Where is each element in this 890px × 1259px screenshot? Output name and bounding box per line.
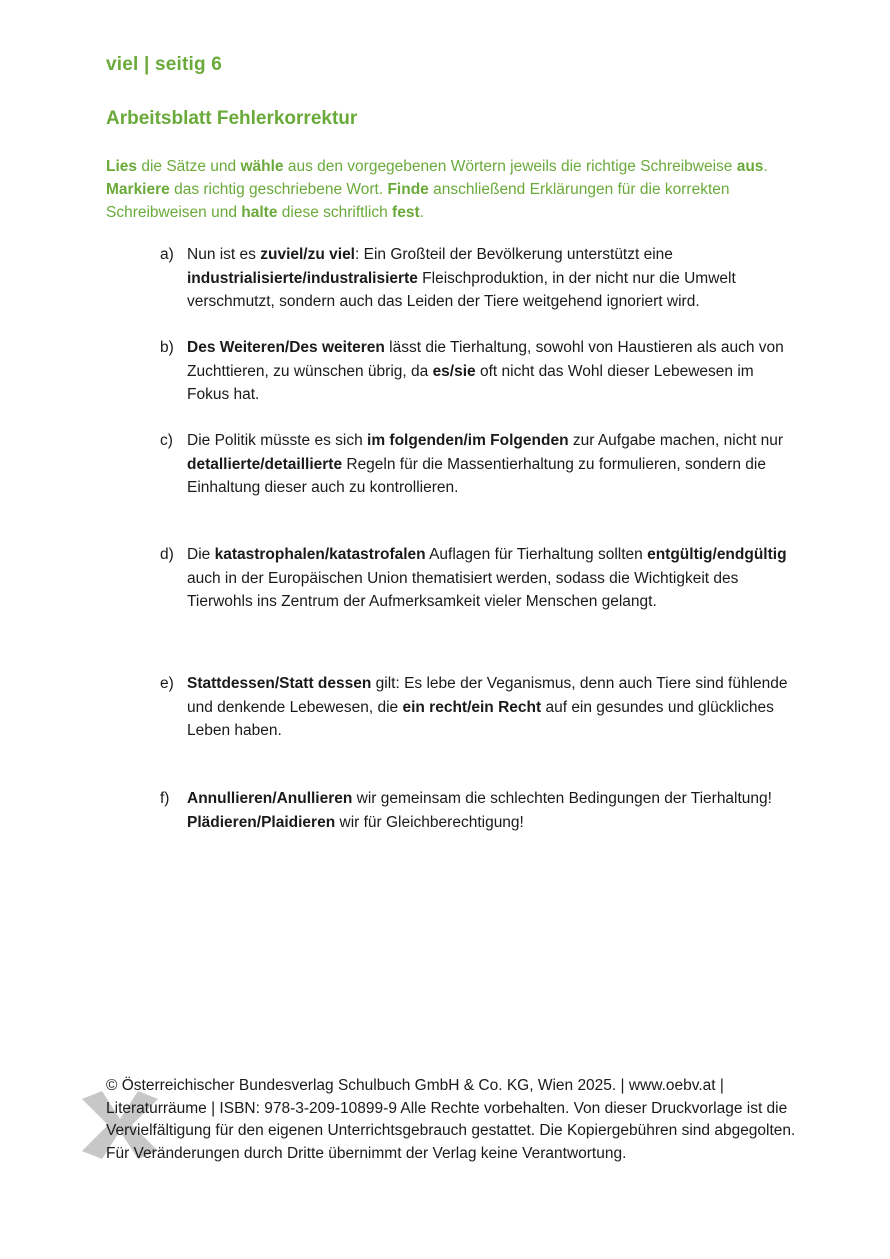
instr-part: Markiere: [106, 181, 170, 198]
worksheet-title: Arbeitsblatt Fehlerkorrektur: [106, 108, 358, 129]
item-part: : Ein Großteil der Bevölkerung unterstützt eine: [355, 246, 673, 263]
item-part: Regeln für die Massentierhaltung zu formulieren, sondern die Einhaltung dieser auch zu kontrollieren.: [187, 455, 766, 496]
item-part: Des Weiteren/Des weiteren: [187, 339, 385, 356]
exercise-item-b: [160, 336, 790, 407]
exercise-item-e: [160, 672, 790, 743]
item-label: a): [160, 246, 174, 263]
item-part: Die Politik müsste es sich: [187, 432, 368, 449]
item-part: auch in der Europäischen Union thematisiert werden, sodass die Wichtigkeit des Tierwohls ins Zentrum der Aufmerksamkeit vieler Menschen gelangt.: [187, 569, 739, 610]
instr-part: aus den vorgegebenen Wörtern jeweils die richtige Schreibweise: [283, 158, 737, 175]
item-part: Plädieren/Plaidieren: [187, 813, 336, 831]
item-part: industrialisierte/industralisierte: [187, 269, 418, 287]
item-part: es/sie: [432, 362, 476, 380]
item-part: lässt die Tierhaltung, sowohl von Haustieren als auch von Zuchttieren, zu wünschen übrig, da: [187, 339, 784, 380]
instr-part: halte: [241, 204, 278, 221]
item-part: im folgenden/im Folgenden: [367, 432, 569, 449]
item-text: [187, 543, 790, 614]
item-part: wir gemeinsam die schlechten Bedingungen der Tierhaltung!: [352, 790, 772, 807]
instr-part: Finde: [387, 181, 429, 198]
instr-part: .: [419, 204, 424, 221]
item-part: Die: [187, 546, 215, 563]
item-label: d): [160, 546, 174, 563]
copyright-footer: © Österreichischer Bundesverlag Schulbuch GmbH & Co. KG, Wien 2025. | www.oebv.at | Literaturräume | ISBN: 978-3-209-10899-9 Alle Rechte vorbehalten. Von dieser Druckvorlage ist die Vervielfältigung für den eigenen Unterrichtsgebrauch gestattet. Die Kopiergebühren sind abgegolten. Für Veränderungen durch Dritte übernimmt der Verlag keine Verantwortung.: [106, 1077, 796, 1162]
item-part: auf ein gesundes und glückliches Leben haben.: [187, 698, 774, 739]
instr-part: aus: [736, 158, 764, 175]
item-part: wir für Gleichberechtigung!: [335, 813, 524, 831]
page-header: viel | seitig 6: [106, 54, 223, 75]
item-part: detallierte/detaillierte: [187, 455, 343, 473]
item-label: c): [160, 432, 173, 449]
item-part: Auflagen für Tierhaltung sollten: [425, 546, 648, 563]
instr-part: diese schriftlich: [277, 204, 393, 221]
instr-part: fest: [392, 204, 420, 221]
item-part: oft nicht das Wohl dieser Lebewesen im Fokus hat.: [187, 362, 754, 403]
item-label: f): [160, 790, 170, 807]
item-part: Nun ist es: [187, 246, 261, 263]
item-part: Fleischproduktion, in der nicht nur die Umwelt verschmutzt, sondern auch das Leiden der Tiere weitgehend ignoriert wird.: [187, 269, 736, 310]
instr-part: anschließend Erklärungen für die korrekten Schreibweisen und: [106, 181, 730, 221]
item-text: [187, 672, 790, 743]
item-part: Annullieren/Anullieren: [187, 790, 353, 807]
item-part: Stattdessen/Statt dessen: [187, 675, 372, 692]
item-text: [187, 787, 790, 834]
instr-part: das richtig geschriebene Wort.: [169, 181, 388, 198]
item-label: b): [160, 339, 174, 356]
instructions: [106, 155, 796, 224]
instr-part: die Sätze und: [137, 158, 241, 175]
item-part: zuviel/zu viel: [260, 246, 355, 263]
item-text: [187, 429, 790, 500]
exercise-item-f: [160, 787, 790, 834]
exercise-item-d: [160, 543, 790, 614]
item-part: entgültig/endgültig: [647, 546, 787, 563]
item-part: gilt: Es lebe der Veganismus, denn auch Tiere sind fühlende und denkende Lebewesen, die: [187, 675, 788, 716]
item-part: katastrophalen/katastrofalen: [214, 546, 426, 563]
item-text: [187, 243, 790, 314]
item-part: ein recht/ein Recht: [402, 698, 542, 716]
item-part: zur Aufgabe machen, nicht nur: [568, 432, 784, 449]
exercise-item-a: [160, 243, 790, 314]
item-label: e): [160, 675, 174, 692]
instr-part: .: [763, 158, 768, 175]
instr-part: wähle: [240, 158, 284, 175]
instr-part: Lies: [106, 158, 138, 175]
item-text: [187, 336, 790, 407]
exercise-item-c: [160, 429, 790, 500]
